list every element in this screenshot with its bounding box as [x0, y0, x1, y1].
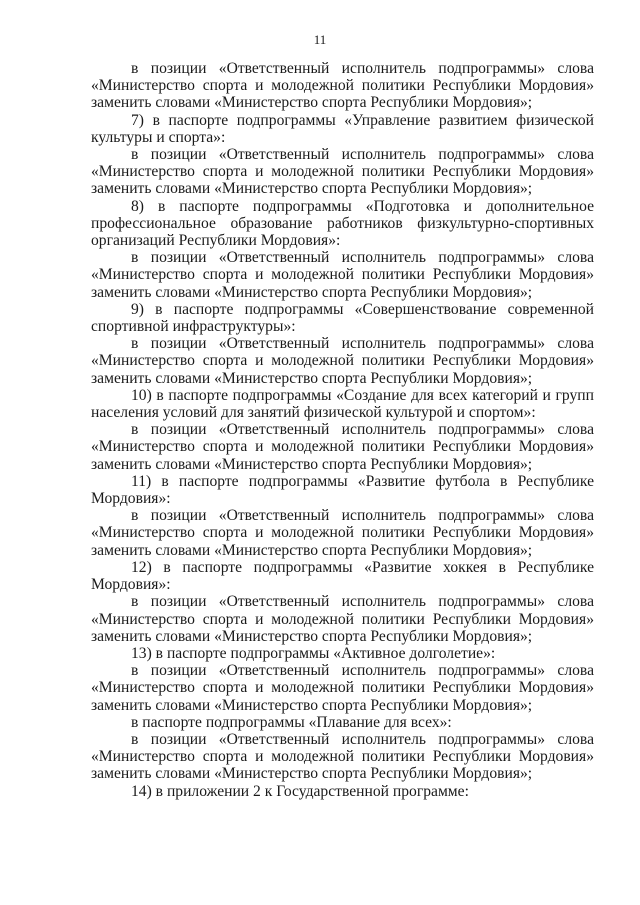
paragraph: 7) в паспорте подпрограммы «Управление развитием физической культуры и спорта»: [91, 111, 594, 146]
paragraph: 11) в паспорте подпрограммы «Развитие футбола в Республике Мордовия»: [91, 472, 594, 508]
paragraph: 14) в приложении 2 к Государственной программе: [131, 782, 469, 800]
paragraph: в позиции «Ответственный исполнитель подпрограммы» слова «Министерство спорта и молодежной политики Республики Мордовия» заменить словами «Министерство спорта Республики Мордовия»; [91, 730, 594, 783]
paragraph: в позиции «Ответственный исполнитель подпрограммы» слова «Министерство спорта и молодежной политики Республики Мордовия» заменить словами «Министерство спорта Республики Мордовия»; [91, 335, 594, 387]
paragraph: в позиции «Ответственный исполнитель подпрограммы» слова «Министерство спорта и молодежной политики Республики Мордовия» заменить словами «Министерство спорта Республики Мордовия»; [91, 146, 594, 198]
page-number: 11 [313, 32, 327, 47]
document-body [91, 60, 594, 800]
paragraph: в позиции «Ответственный исполнитель подпрограммы» слова «Министерство спорта и молодежной политики Республики Мордовия» заменить словами «Министерство спорта Республики Мордовия»; [91, 593, 594, 645]
paragraph: в позиции «Ответственный исполнитель подпрограммы» слова «Министерство спорта и молодежной политики Республики Мордовия» заменить словами «Министерство спорта Республики Мордовия»; [91, 662, 594, 714]
paragraph: 12) в паспорте подпрограммы «Развитие хоккея в Республике Мордовия»: [91, 558, 594, 594]
paragraph: 9) в паспорте подпрограммы «Совершенствование современной спортивной инфраструктуры»: [91, 300, 594, 336]
paragraph: в паспорте подпрограммы «Плавание для всех»: [131, 713, 452, 731]
paragraph: 10) в паспорте подпрограммы «Создание для всех категорий и групп населения условий для занятий физической культурой и спортом»: [91, 386, 594, 422]
paragraph: 8) в паспорте подпрограммы «Подготовка и дополнительное профессиональное образование работников физкультурно-спортивных организаций Республики Мордовия»: [91, 197, 594, 250]
paragraph: в позиции «Ответственный исполнитель подпрограммы» слова «Министерство спорта и молодежной политики Республики Мордовия» заменить словами «Министерство спорта Республики Мордовия»; [91, 60, 594, 112]
paragraph: в позиции «Ответственный исполнитель подпрограммы» слова «Министерство спорта и молодежной политики Республики Мордовия» заменить словами «Министерство спорта Республики Мордовия»; [91, 421, 594, 473]
paragraph: 13) в паспорте подпрограммы «Активное долголетие»: [131, 644, 496, 662]
paragraph: в позиции «Ответственный исполнитель подпрограммы» слова «Министерство спорта и молодежной политики Республики Мордовия» заменить словами «Министерство спорта Республики Мордовия»; [91, 507, 594, 559]
paragraph: в позиции «Ответственный исполнитель подпрограммы» слова «Министерство спорта и молодежной политики Республики Мордовия» заменить словами «Министерство спорта Республики Мордовия»; [91, 249, 594, 301]
